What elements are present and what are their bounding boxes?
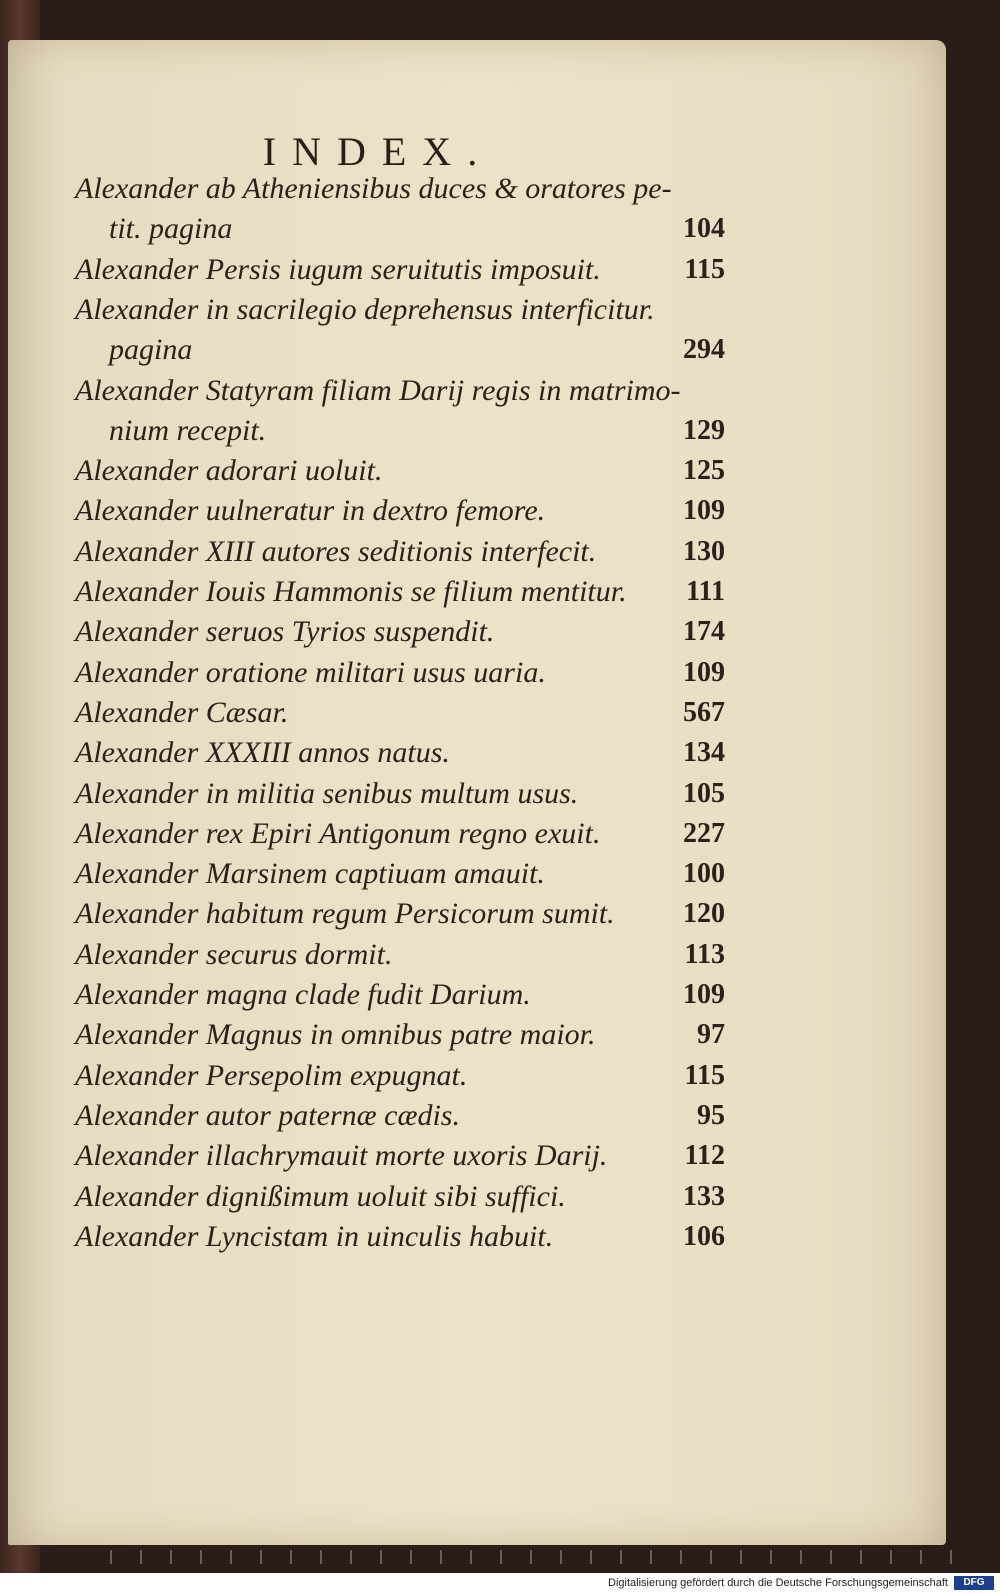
entry-page-number: 111	[686, 576, 725, 607]
index-entry	[75, 289, 725, 331]
entry-page-number: 294	[683, 334, 725, 366]
index-entry	[75, 1216, 725, 1258]
entry-page-number: 130	[683, 535, 725, 567]
entry-page-number: 109	[683, 656, 725, 688]
index-entry	[75, 168, 725, 210]
entry-page-number: 115	[684, 253, 725, 285]
index-entry	[75, 1055, 725, 1097]
entry-page-number: 227	[683, 817, 725, 849]
entry-text: pagina	[109, 333, 193, 367]
entry-text: Alexander Marsinem captiuam amauit.	[75, 857, 545, 891]
entry-page-number: 129	[683, 414, 725, 446]
entry-text: Alexander uulneratur in dextro femore.	[75, 494, 546, 528]
entry-page-number: 120	[683, 898, 725, 930]
entry-text: Alexander Statyram filiam Darij regis in matrimo-	[75, 373, 681, 407]
index-entry	[75, 450, 725, 492]
index-entry	[75, 370, 725, 412]
dfg-logo: DFG	[954, 1576, 994, 1590]
entry-page-number: 106	[683, 1220, 725, 1252]
index-entry	[75, 853, 725, 895]
entry-text: Alexander dignißimum uoluit sibi suffici.	[75, 1179, 566, 1213]
index-entry	[75, 410, 725, 452]
entry-text: Alexander Iouis Hammonis se filium mentitur.	[75, 575, 627, 608]
index-entry	[75, 1176, 725, 1218]
index-entry	[75, 490, 725, 532]
entry-text: Alexander autor paternæ cædis.	[75, 1098, 460, 1132]
page-header: INDEX.	[262, 129, 494, 174]
index-entry	[75, 893, 725, 935]
binding-stitch	[110, 1550, 970, 1564]
index-entry	[75, 531, 725, 573]
entry-page-number: 133	[683, 1180, 725, 1212]
index-entry	[75, 652, 725, 694]
entry-page-number: 115	[684, 1059, 725, 1091]
entry-text: nium recepit.	[109, 413, 267, 447]
index-entry	[75, 329, 725, 371]
index-entry	[75, 249, 725, 291]
entry-text: Alexander adorari uoluit.	[75, 454, 383, 488]
index-entry	[75, 692, 725, 734]
index-entry	[75, 773, 725, 815]
index-entry	[75, 934, 725, 976]
entry-text: Alexander Lyncistam in uinculis habuit.	[75, 1219, 554, 1253]
entry-text: Alexander in militia senibus multum usus.	[75, 776, 579, 810]
entry-page-number: 105	[683, 777, 725, 809]
entry-text: Alexander rex Epiri Antigonum regno exuit.	[75, 816, 601, 850]
entry-page-number: 104	[683, 213, 725, 245]
entry-text: Alexander Persis iugum seruitutis imposuit.	[75, 252, 601, 286]
entry-page-number: 113	[684, 938, 725, 970]
index-entry	[75, 813, 725, 855]
entry-page-number: 125	[683, 455, 725, 487]
index-entry	[75, 1135, 725, 1177]
index-entry	[75, 208, 725, 250]
entry-text: Alexander Persepolim expugnat.	[75, 1058, 468, 1092]
entry-text: Alexander Cæsar.	[75, 695, 289, 729]
entry-text: Alexander securus dormit.	[75, 937, 393, 971]
entry-page-number: 109	[683, 979, 725, 1010]
entry-text: tit. pagina	[109, 212, 233, 246]
entry-text: Alexander XIII autores seditionis interfecit.	[75, 534, 597, 568]
entry-page-number: 174	[683, 616, 725, 648]
entry-page-number: 100	[683, 858, 725, 890]
entry-text: Alexander Magnus in omnibus patre maior.	[75, 1018, 596, 1052]
index-entry	[75, 1095, 725, 1137]
entry-page-number: 95	[697, 1099, 725, 1131]
index-entry	[75, 1014, 725, 1056]
entry-page-number: 134	[683, 737, 725, 769]
entry-text: Alexander oratione militari usus uaria.	[75, 655, 546, 689]
entry-text: Alexander XXXIII annos natus.	[75, 736, 450, 770]
index-entry	[75, 732, 725, 774]
entry-text: Alexander in sacrilegio deprehensus interficitur.	[75, 292, 655, 326]
entry-page-number: 109	[683, 495, 725, 527]
digitization-credit: Digitalisierung gefördert durch die Deutsche Forschungsgemeinschaft	[608, 1577, 948, 1589]
entry-text: Alexander magna clade fudit Darium.	[75, 978, 531, 1011]
entry-page-number: 97	[697, 1019, 725, 1051]
entry-text: Alexander illachrymauit morte uxoris Darij.	[75, 1139, 608, 1173]
index-entry	[75, 571, 725, 613]
entry-text: Alexander seruos Tyrios suspendit.	[75, 615, 495, 649]
index-entry	[75, 974, 725, 1016]
entry-text: Alexander ab Atheniensibus duces & oratores pe-	[75, 172, 672, 205]
entry-page-number: 112	[684, 1140, 725, 1172]
entry-page-number: 567	[683, 696, 725, 728]
entry-text: Alexander habitum regum Persicorum sumit.	[75, 897, 615, 931]
index-entry	[75, 611, 725, 653]
